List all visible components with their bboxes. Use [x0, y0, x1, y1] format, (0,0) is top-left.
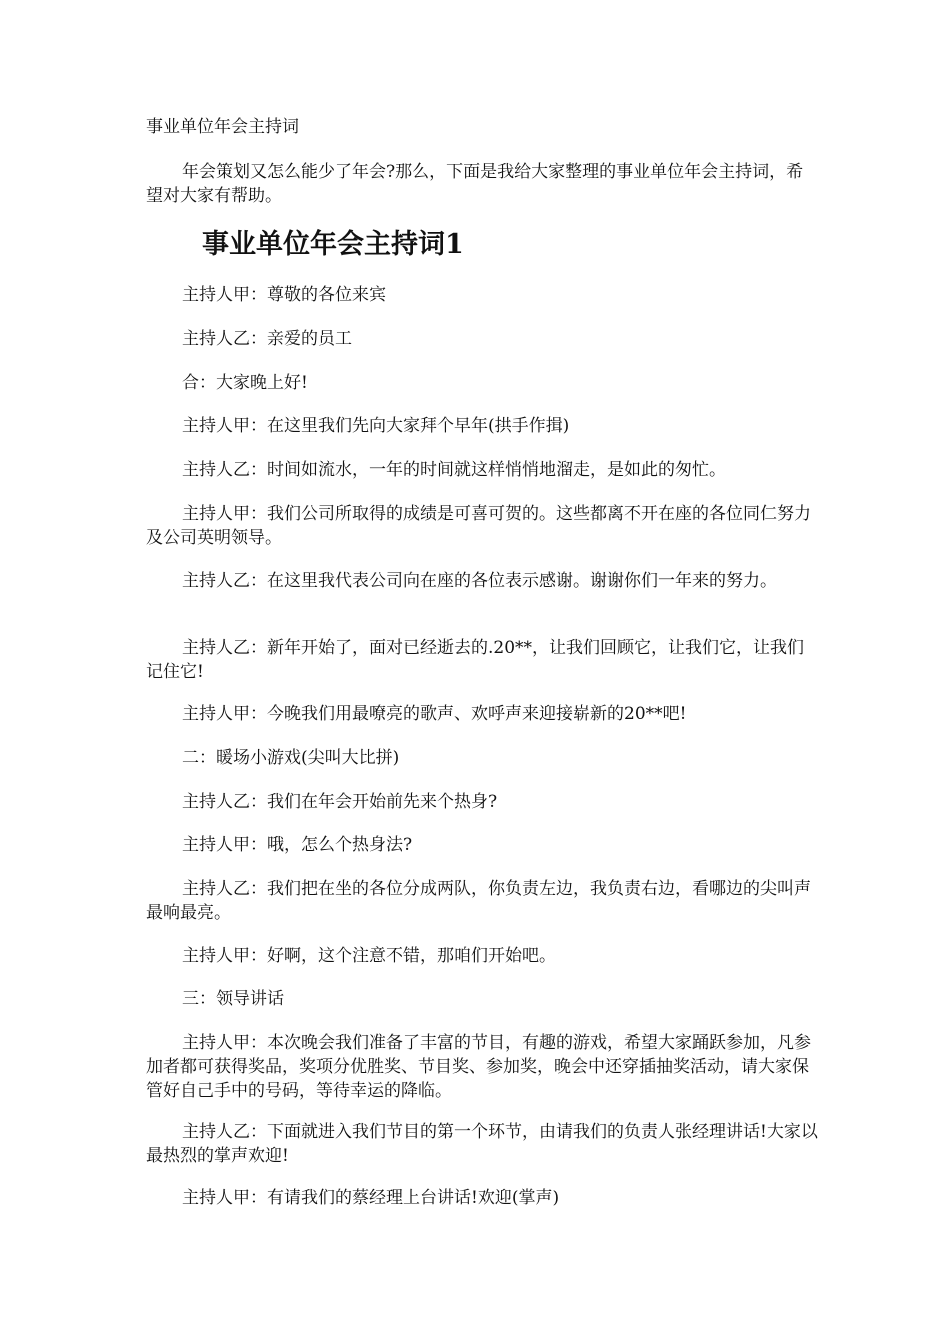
paragraph-1: 主持人甲：尊敬的各位来宾 [182, 285, 386, 305]
paragraph-10: 二：暖场小游戏(尖叫大比拼) [182, 748, 400, 768]
paragraph-16: 主持人甲：本次晚会我们准备了丰富的节目，有趣的游戏，希望大家踊跃参加，凡参加者都可获得奖品，奖项分优胜奖、节目奖、参加奖，晚会中还穿插抽奖活动，请大家保管好自己手中的号码，等待幸运的降临。 [146, 1033, 811, 1101]
paragraph-3: 合：大家晚上好! [182, 373, 308, 393]
paragraph-11: 主持人乙：我们在年会开始前先来个热身? [182, 792, 498, 812]
paragraph-14: 主持人甲：好啊，这个注意不错，那咱们开始吧。 [182, 946, 556, 966]
intro-paragraph: 年会策划又怎么能少了年会?那么，下面是我给大家整理的事业单位年会主持词，希望对大家有帮助。 [146, 162, 804, 206]
section-heading: 事业单位年会主持词1 [202, 229, 464, 260]
paragraph-12: 主持人甲：哦，怎么个热身法? [182, 835, 413, 855]
paragraph-5: 主持人乙：时间如流水，一年的时间就这样悄悄地溜走，是如此的匆忙。 [182, 460, 726, 480]
paragraph-6: 主持人甲：我们公司所取得的成绩是可喜可贺的。这些都离不开在座的各位同仁努力及公司英明领导。 [146, 504, 811, 548]
paragraph-15: 三：领导讲话 [182, 989, 284, 1009]
paragraph-13: 主持人乙：我们把在坐的各位分成两队，你负责左边，我负责右边，看哪边的尖叫声最响最亮。 [146, 879, 811, 923]
paragraph-18: 主持人甲：有请我们的蔡经理上台讲话!欢迎(掌声) [182, 1188, 560, 1208]
paragraph-8: 主持人乙：新年开始了，面对已经逝去的.20**，让我们回顾它，让我们它，让我们记住它! [146, 638, 805, 682]
paragraph-2: 主持人乙：亲爱的员工 [182, 329, 352, 349]
paragraph-7: 主持人乙：在这里我代表公司向在座的各位表示感谢。谢谢你们一年来的努力。 [182, 571, 777, 591]
paragraph-17: 主持人乙：下面就进入我们节目的第一个环节，由请我们的负责人张经理讲话!大家以最热烈的掌声欢迎! [146, 1122, 818, 1166]
paragraph-9: 主持人甲：今晚我们用最嘹亮的歌声、欢呼声来迎接崭新的20**吧! [182, 704, 687, 724]
document-title: 事业单位年会主持词 [146, 117, 299, 137]
paragraph-4: 主持人甲：在这里我们先向大家拜个早年(拱手作揖) [182, 416, 570, 436]
